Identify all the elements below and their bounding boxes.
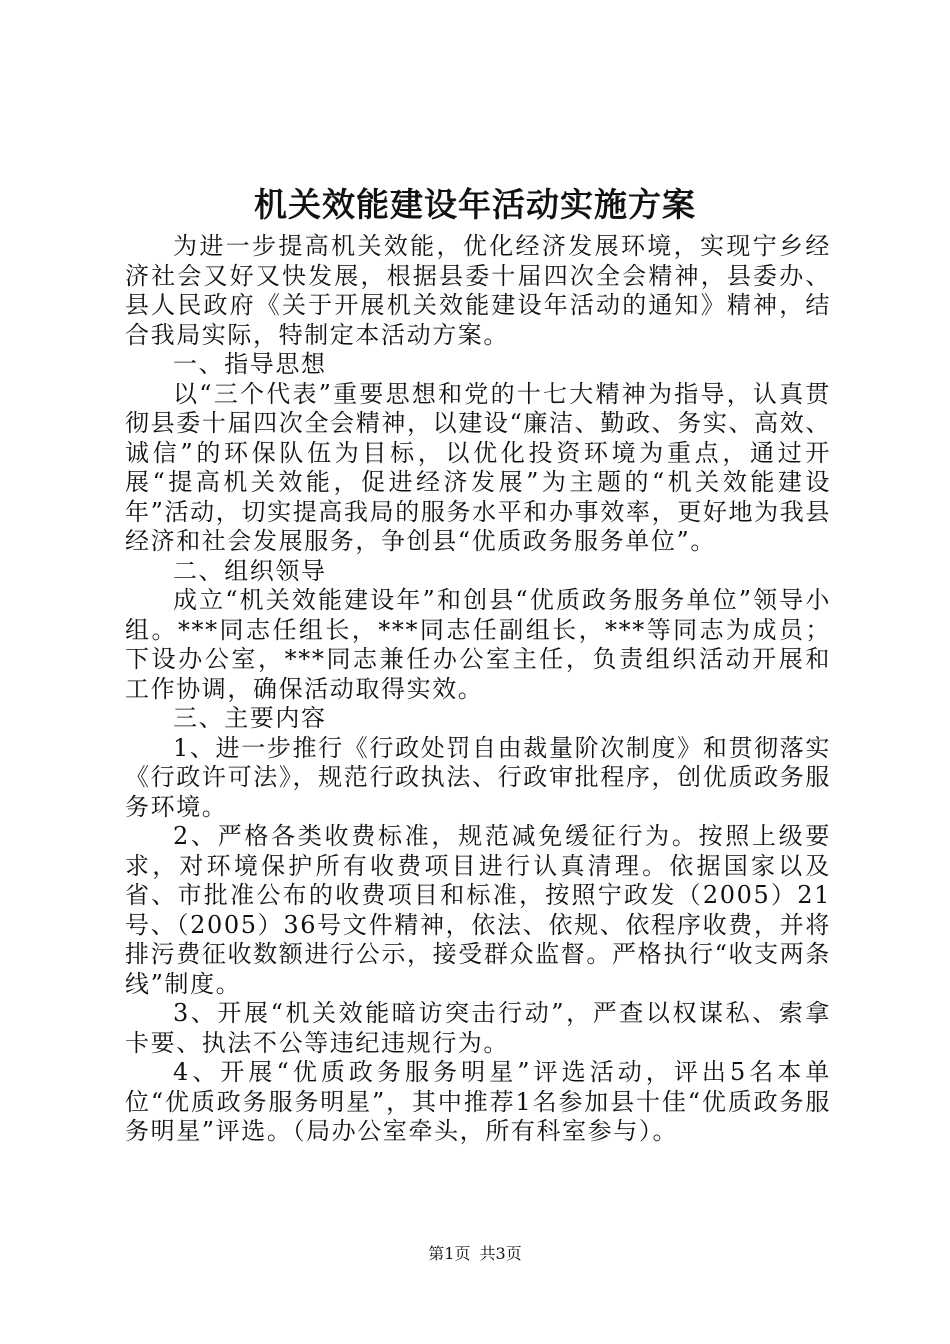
content-item-4: 4、开展“优质政务服务明星”评选活动，评出5名本单位“优质政务服务明星”，其中推荐1名参加县十佳“优质政务服务明星”评选。（局办公室牵头，所有科室参与）。 [125,1058,831,1145]
page-total: 共3页 [479,1244,522,1263]
page-number: 第1页 [428,1244,471,1263]
content-item-2: 2、严格各类收费标准，规范减免缓征行为。按照上级要求，对环境保护所有收费项目进行认真清理。依据国家以及省、市批准公布的收费项目和标准，按照宁政发（2005）21号、（2005）36号文件精神，依法、依规、依程序收费，并将排污费征收数额进行公示，接受群众监督。严格执行“收支两条线”制度。 [125,822,831,998]
section-heading-main-content: 三、主要内容 [173,704,327,732]
page-footer [0,1243,950,1265]
document-body [125,232,831,1147]
guiding-ideology-paragraph: 以“三个代表”重要思想和党的十七大精神为指导，认真贯彻县委十届四次全会精神，以建设“廉洁、勤政、务实、高效、诚信”的环保队伍为目标，以优化投资环境为重点，通过开展“提高机关效能，促进经济发展”为主题的“机关效能建设年”活动，切实提高我局的服务水平和办事效率，更好地为我县经济和社会发展服务，争创县“优质政务服务单位”。 [125,379,831,555]
page-title: 机关效能建设年活动实施方案 [254,185,696,224]
content-item-3: 3、开展“机关效能暗访突击行动”，严查以权谋私、索拿卡要、执法不公等违纪违规行为。 [125,999,831,1057]
section-heading-guiding-ideology: 一、指导思想 [173,350,327,378]
intro-paragraph: 为进一步提高机关效能，优化经济发展环境，实现宁乡经济社会又好又快发展，根据县委十届四次全会精神，县委办、县人民政府《关于开展机关效能建设年活动的通知》精神，结合我局实际，特制定本活动方案。 [125,232,831,349]
content-item-1: 1、进一步推行《行政处罚自由裁量阶次制度》和贯彻落实《行政许可法》，规范行政执法、行政审批程序，创优质政务服务环境。 [125,733,831,821]
section-heading-organization: 二、组织领导 [173,556,327,585]
organization-paragraph: 成立“机关效能建设年”和创县“优质政务服务单位”领导小组。***同志任组长，***同志任副组长，***等同志为成员；下设办公室，***同志兼任办公室主任，负责组织活动开展和工作协调，确保活动取得实效。 [125,586,831,703]
